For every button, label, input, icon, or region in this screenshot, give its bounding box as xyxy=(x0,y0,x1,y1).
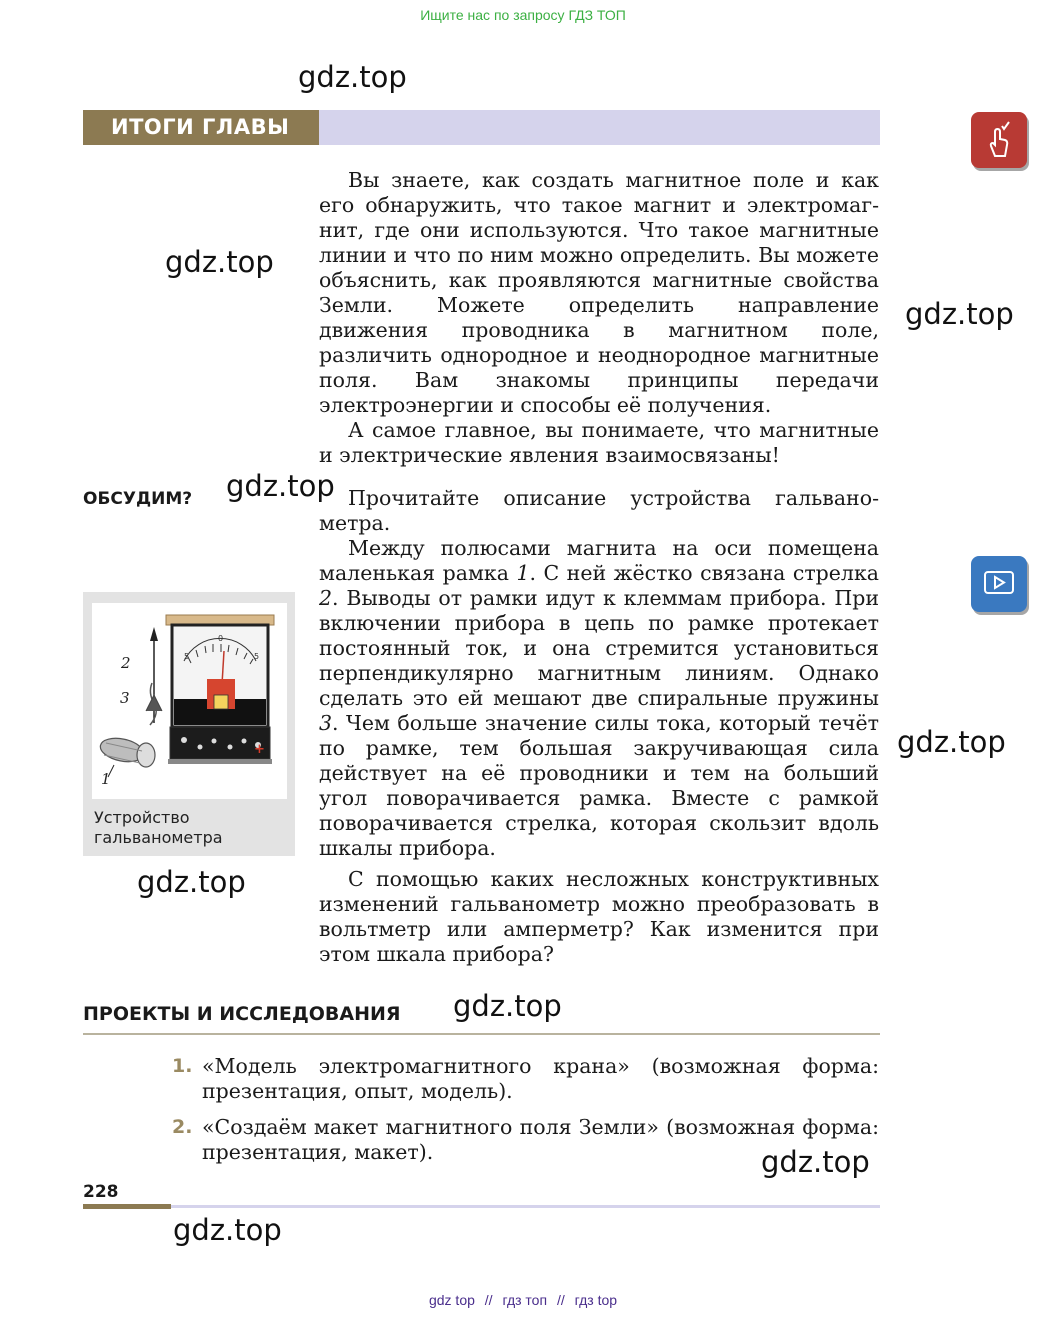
watermark: gdz.top xyxy=(453,989,562,1023)
watermark: gdz.top xyxy=(905,297,1014,331)
bottom-link[interactable]: гдз топ xyxy=(502,1292,548,1308)
list-item xyxy=(172,1054,879,1104)
desc-part: . Чем больше значение силы тока, который течёт по рамке, тем большая закручивающая сила действует на её проводники и тем на больший угол поворачивается рамка. Вместе с рамкой поворачивается стрелка, которая скользит вдоль шкалы прибора. xyxy=(319,711,879,860)
scale-label: 0 xyxy=(218,634,224,643)
footer-rule-accent xyxy=(83,1204,171,1209)
bottom-link[interactable]: гдз top xyxy=(574,1292,618,1308)
play-icon xyxy=(971,556,1027,612)
bottom-link[interactable]: gdz top xyxy=(428,1292,475,1308)
discuss-text xyxy=(319,486,879,967)
chapter-summary xyxy=(319,168,879,468)
watermark: gdz.top xyxy=(173,1213,282,1247)
discuss-description xyxy=(319,536,879,861)
figure-ref: 3 xyxy=(319,711,333,735)
projects-list xyxy=(172,1054,879,1179)
discuss-intro: Прочитайте описание устройства гальванометра. xyxy=(319,486,879,535)
discuss-question: С помощью каких несложных конструктивных изменений гальванометр можно преобразовать в вольтметр или амперметр? Как изменится при этом шкала прибора? xyxy=(319,867,879,966)
page-number: 228 xyxy=(83,1182,119,1202)
desc-part: . С ней жёстко связана стрелка xyxy=(529,561,879,585)
bottom-links xyxy=(0,1292,1046,1308)
summary-paragraph: Вы знаете, как создать магнитное поле и как его обнаружить, что такое магнит и электромагнит, где они используются. Что такое магнитные линии и что по ним можно определить. Вы можете объяснить, как проявляются магнитные свойства Земли. Можете определить направление движения проводника в магнитном поле, различить однородное и неоднородное магнитные поля. Вам знакомы принципы передачи электроэнергии и способы её получения. xyxy=(319,168,879,417)
list-item-text: «Создаём макет магнитного поля Земли» (возможная форма: презентация, макет). xyxy=(202,1115,879,1164)
top-banner: Ищите нас по запросу ГДЗ ТОП xyxy=(420,7,626,23)
list-item-number: 1. xyxy=(172,1055,193,1077)
summary-paragraph: А самое главное, вы понимаете, что магнитные и электрические явления взаимосвязаны! xyxy=(319,418,879,467)
label-1: 1 xyxy=(101,770,111,788)
watermark: gdz.top xyxy=(897,725,1006,759)
separator: // xyxy=(484,1292,493,1308)
watermark: gdz.top xyxy=(298,60,407,94)
watermark: gdz.top xyxy=(137,865,246,899)
figure-ref: 1 xyxy=(516,561,530,585)
scale-label: 5 xyxy=(184,652,190,661)
figure-caption: Устройство гальванометра xyxy=(94,808,223,847)
label-2: 2 xyxy=(121,654,131,672)
list-item-text: «Модель электромагнитного крана» (возможная форма: презентация, опыт, модель). xyxy=(202,1054,879,1103)
watermark: gdz.top xyxy=(761,1145,870,1179)
desc-part: . Выводы от рамки идут к клеммам прибора. При включении прибора в цепь по рамке протекает постоянный ток, и она стремится установиться перпендикулярно магнитным линиям. Однако сделать это ей мешают две спиральные пружины xyxy=(319,586,879,710)
chapter-title: ИТОГИ ГЛАВЫ xyxy=(83,110,319,145)
divider xyxy=(83,1033,880,1035)
scale-label: 5 xyxy=(254,652,260,661)
footer-rule xyxy=(83,1205,880,1208)
video-play-button[interactable] xyxy=(971,556,1027,612)
interactive-tap-button[interactable] xyxy=(971,112,1027,168)
galvanometer-figure xyxy=(92,603,287,799)
svg-text:+: + xyxy=(254,742,265,757)
desc-part: Между полюсами магнита на оси помещена маленькая рамка xyxy=(319,536,879,585)
discuss-heading: ОБСУДИМ? xyxy=(83,489,193,509)
watermark: gdz.top xyxy=(226,469,335,503)
watermark: gdz.top xyxy=(165,245,274,279)
figure-ref: 2 xyxy=(319,586,333,610)
list-item xyxy=(172,1115,879,1165)
separator: // xyxy=(556,1292,565,1308)
tap-hand-icon xyxy=(971,112,1027,168)
projects-heading: ПРОЕКТЫ И ИССЛЕДОВАНИЯ xyxy=(83,1003,401,1025)
list-item-number: 2. xyxy=(172,1116,193,1138)
label-3: 3 xyxy=(120,689,130,707)
